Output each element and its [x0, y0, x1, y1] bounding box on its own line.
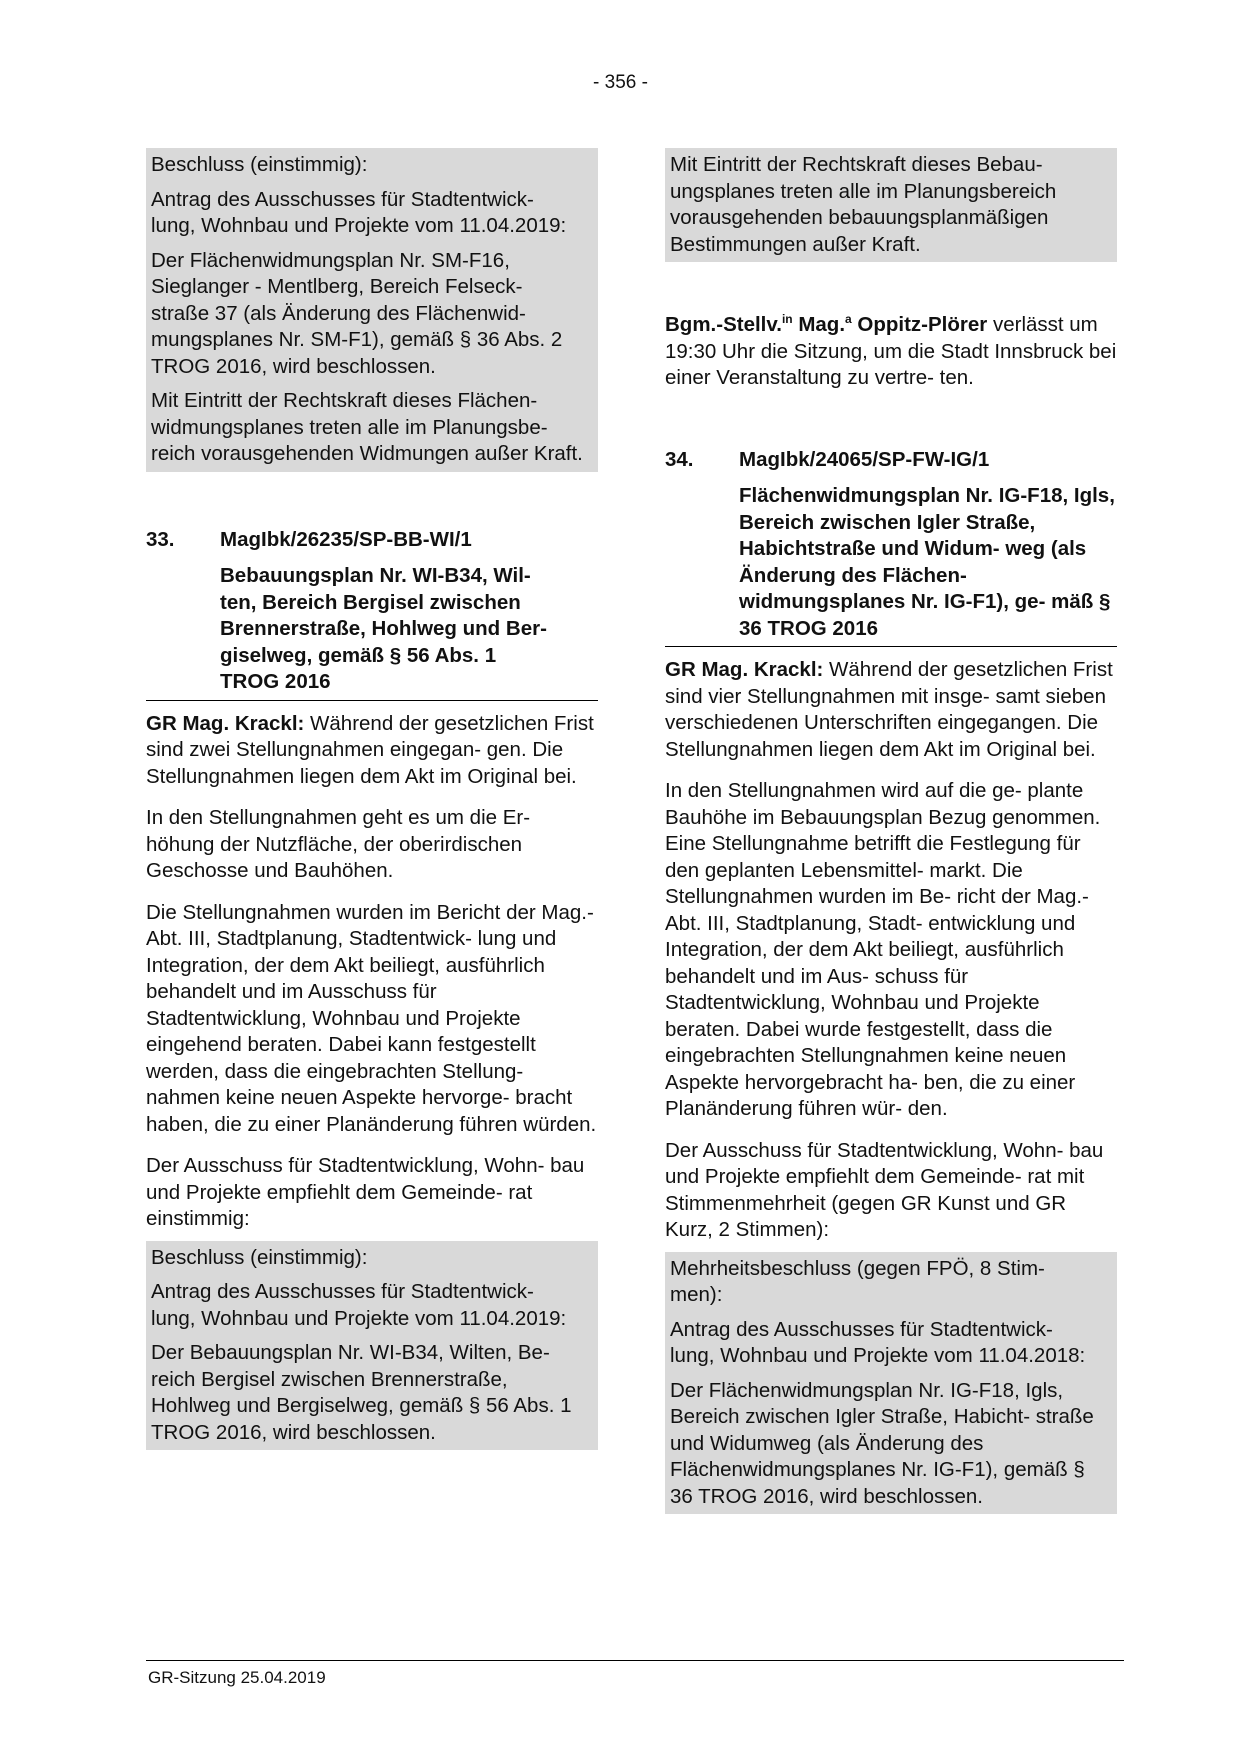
speaker-name: GR Mag. Krackl:	[146, 711, 305, 735]
agenda-item-33-header	[146, 527, 598, 554]
agenda-item-code: MagIbk/26235/SP-BB-WI/1	[220, 527, 472, 551]
resolution-text: Der Flächenwidmungsplan Nr. IG-F18, Igls, Bereich zwischen Igler Straße, Habicht- straße und Widumweg (als Änderung des Flächenwidmungsplanes Nr. IG-F1), gemäß § 36 TROG 2016, wird beschlossen.	[670, 1378, 1094, 1508]
paragraph: Der Ausschuss für Stadtentwicklung, Wohn- bau und Projekte empfiehlt dem Gemeinde- rat einstimmig:	[146, 1154, 585, 1230]
legal-effect-text: Mit Eintritt der Rechtskraft dieses Flächen- widmungsplanes treten alle im Planungsbe- reich vorausgehenden Widmungen außer Kraft.	[151, 389, 583, 465]
resolution-box-2	[146, 1241, 598, 1451]
motion-text: Antrag des Ausschusses für Stadtentwick- lung, Wohnbau und Projekte vom 11.04.2018:	[670, 1317, 1086, 1367]
speaker-name: GR Mag. Krackl:	[665, 658, 824, 681]
resolution-label: Beschluss (einstimmig):	[151, 1245, 368, 1269]
attendance-note	[665, 312, 1117, 392]
agenda-item-title-text: Flächenwidmungsplan Nr. IG-F18, Igls, Bereich zwischen Igler Straße, Habichtstraße und Widum- weg (als Änderung des Flächen- widmungsplanes Nr. IG-F1), ge- mäß § 36 TROG 2016	[739, 484, 1115, 640]
resolution-text: Der Bebauungsplan Nr. WI-B34, Wilten, Be- reich Bergisel zwischen Brennerstraße, Hohlweg und Bergiselweg, gemäß § 56 Abs. 1 TROG 2016, wird beschlossen.	[151, 1341, 572, 1444]
page-number: - 356 -	[593, 72, 648, 93]
agenda-item-33-title	[146, 553, 598, 701]
paragraph: Der Ausschuss für Stadtentwicklung, Wohn- bau und Projekte empfiehlt dem Gemeinde- rat mit Stimmenmehrheit (gegen GR Kunst und GR Kurz, 2 Stimmen):	[665, 1138, 1104, 1241]
speaker-text: Während der gesetzlichen Frist sind zwei Stellungnahmen eingegan- gen. Die Stellungnahmen liegen dem Akt im Original bei.	[146, 711, 594, 788]
speaker-paragraph	[146, 711, 598, 791]
paragraph: In den Stellungnahmen geht es um die Er- höhung der Nutzfläche, der oberirdischen Geschosse und Bauhöhen.	[146, 806, 531, 882]
resolution-text: Der Flächenwidmungsplan Nr. SM-F16, Sieglanger - Mentlberg, Bereich Felseck- straße 37 (als Änderung des Flächenwid- mungsplanes Nr. SM-F1), gemäß § 36 Abs. 2 TROG 2016, wird beschlossen.	[151, 248, 563, 378]
motion-text: Antrag des Ausschusses für Stadtentwick- lung, Wohnbau und Projekte vom 11.04.2019:	[151, 1280, 567, 1330]
title-bgm: Bgm.-Stellv.	[665, 313, 782, 336]
resolution-box-3	[665, 1252, 1117, 1515]
attendance-text: verlässt um 19:30 Uhr die Sitzung, um die Stadt Innsbruck bei einer Veranstaltung zu vertre- ten.	[665, 313, 1117, 389]
title-bgm-suffix: in	[781, 312, 793, 326]
title-mag-suffix: a	[845, 312, 852, 326]
speaker-paragraph	[665, 657, 1117, 763]
agenda-item-number: 33.	[146, 527, 175, 551]
speaker-text: Während der gesetzlichen Frist sind vier Stellungnahmen mit insge- samt sieben verschiedenen Unterschriften eingegangen. Die Stellungnahmen liegen dem Akt im Original bei.	[665, 658, 1113, 761]
paragraph: Die Stellungnahmen wurden im Bericht der Mag.-Abt. III, Stadtplanung, Stadtentwick- lung und Integration, der dem Akt beiliegt, ausführlich behandelt und im Ausschuss für Stadtentwicklung, Wohnbau und Projekte eingehend beraten. Dabei kann festgestellt werden, dass die eingebrachten Stellung- nahmen keine neuen Aspekte hervorge- bracht haben, die zu einer Planänderung führen würden.	[146, 900, 597, 1136]
left-column	[146, 148, 598, 1450]
legal-effect-text: Mit Eintritt der Rechtskraft dieses Bebau- ungsplanes treten alle im Planungsbereich vorausgehenden bebauungsplanmäßigen Bestimmungen außer Kraft.	[670, 153, 1057, 256]
resolution-box-1	[146, 148, 598, 472]
agenda-item-title-text: Bebauungsplan Nr. WI-B34, Wil- ten, Bereich Bergisel zwischen Brennerstraße, Hohlweg und Ber- giselweg, gemäß § 56 Abs. 1 TROG 2016	[220, 564, 547, 693]
footer-text: GR-Sitzung 25.04.2019	[148, 1668, 326, 1687]
legal-effect-box	[665, 148, 1117, 262]
motion-text: Antrag des Ausschusses für Stadtentwick- lung, Wohnbau und Projekte vom 11.04.2019:	[151, 187, 567, 237]
paragraph: In den Stellungnahmen wird auf die ge- plante Bauhöhe im Bebauungsplan Bezug genommen. Eine Stellungnahme betrifft die Festlegung für den geplanten Lebensmittel- markt. Die Stellungnahmen wurden im Be- richt der Mag.-Abt. III, Stadtplanung, Stadt- entwicklung und Integration, der dem Akt beiliegt, ausführlich behandelt und im Aus- schuss für Stadtentwicklung, Wohnbau und Projekte beraten. Dabei wurde festgestellt, dass die eingebrachten Stellungnahmen keine neuen Aspekte hervorgebracht ha- ben, die zu einer Planänderung führen wür- den.	[665, 779, 1101, 1120]
agenda-item-number: 34.	[665, 447, 694, 471]
title-mag: Mag.	[792, 313, 846, 336]
footer-divider	[146, 1660, 1124, 1661]
resolution-label: Mehrheitsbeschluss (gegen FPÖ, 8 Stim- men):	[670, 1256, 1045, 1306]
right-column	[665, 148, 1117, 1514]
agenda-item-34-title	[665, 473, 1117, 647]
resolution-label: Beschluss (einstimmig):	[151, 153, 368, 176]
agenda-item-code: MagIbk/24065/SP-FW-IG/1	[739, 447, 990, 471]
person-name: Oppitz-Plörer	[851, 313, 988, 336]
agenda-item-34-header	[665, 447, 1117, 474]
